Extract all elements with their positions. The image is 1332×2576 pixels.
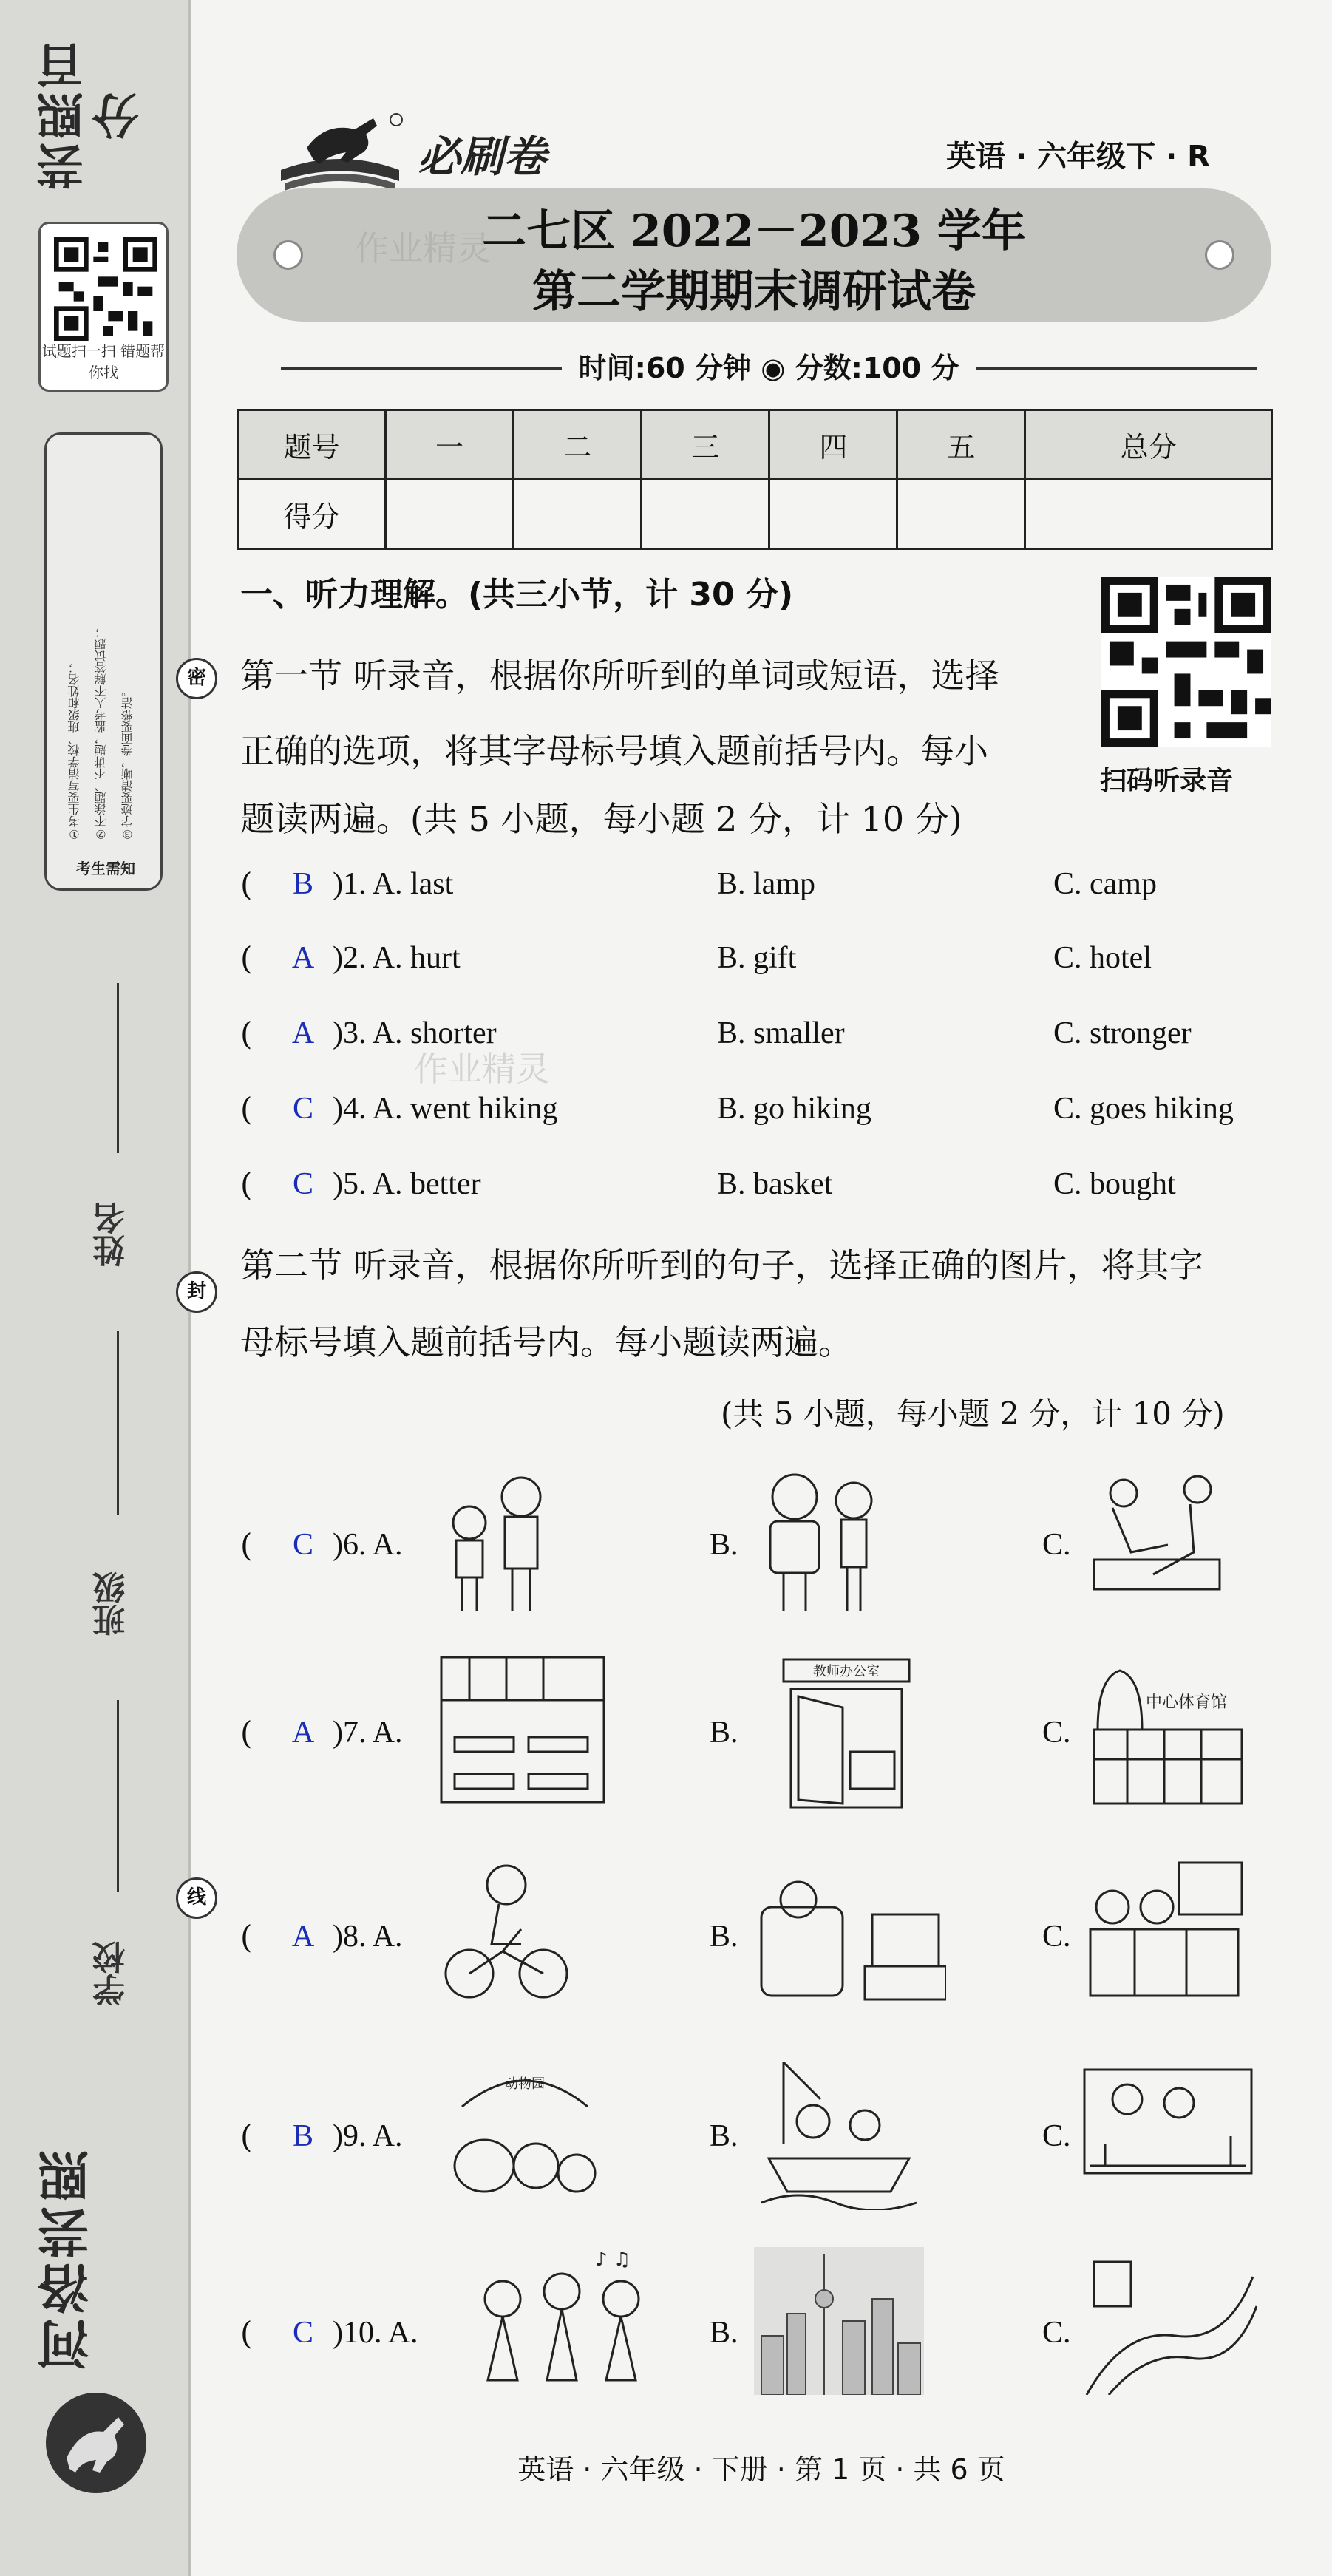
question-5 [237, 1166, 1271, 1211]
option-b: B. go hiking [717, 1092, 871, 1126]
bracket: ( [240, 1091, 253, 1127]
option-c-label: C. [1042, 1528, 1071, 1562]
option-b-label: B. [710, 1528, 738, 1562]
notice-line: ③字迹要清晰，卷面要整洁。 [120, 685, 135, 841]
option-b-label: B. [710, 2316, 738, 2350]
dining-hall-image[interactable] [440, 1656, 606, 1804]
answer-blank[interactable]: A [291, 1716, 315, 1750]
binding-strip [0, 0, 191, 2576]
time-score-text: 时间:60 分钟 ◉ 分数:100 分 [578, 352, 959, 384]
strip-qr-caption: 试题扫一扫 错题帮你找 [41, 342, 166, 381]
gym-building-image[interactable] [1083, 1656, 1246, 1811]
notice-line: ①考生要写清学校、班级和姓名； [67, 662, 81, 841]
header-cell: 二 [514, 410, 642, 480]
option-c-label: C. [1042, 2119, 1071, 2153]
zoo-sign-text: 动物园 [505, 2076, 545, 2092]
header-cell: 一 [386, 410, 514, 480]
option-c: C. camp [1053, 867, 1157, 901]
subject-tag: 英语 · 六年级下 · R [946, 140, 1210, 174]
bracket: ( [240, 2118, 253, 2155]
score-row-label: 得分 [238, 480, 386, 549]
header-cell: 三 [642, 410, 769, 480]
brand-logo-top: 芸熙百分 [37, 39, 147, 190]
school-field-label: 学校 [93, 1941, 131, 2006]
score-cell[interactable] [897, 480, 1025, 549]
score-cell[interactable] [386, 480, 514, 549]
bracket: ( [240, 1166, 253, 1203]
option-b: B. basket [717, 1167, 833, 1201]
option-b-label: B. [710, 1716, 738, 1750]
watermark-2: 作业精灵 [414, 1049, 550, 1089]
seal-mi: 密 [176, 658, 217, 699]
option-a: )4. A. went hiking [333, 1092, 558, 1126]
bracket: ( [240, 1919, 253, 1955]
question-2 [237, 940, 1271, 985]
sec1-instruction-1: 第一节 听录音，根据你所听到的单词或短语，选择 [240, 656, 999, 696]
answer-blank[interactable]: C [292, 1528, 313, 1562]
listening-qr-caption: 扫码听录音 [1100, 766, 1234, 796]
header-cell: 总分 [1025, 410, 1272, 480]
option-b: B. lamp [717, 867, 815, 901]
option-c: C. goes hiking [1053, 1092, 1234, 1126]
option-a: )3. A. shorter [333, 1016, 497, 1050]
answer-blank[interactable]: A [291, 1016, 315, 1050]
option-a-label: )6. A. [333, 1528, 403, 1562]
option-c-label: C. [1042, 1716, 1071, 1750]
score-cell[interactable] [514, 480, 642, 549]
score-table [237, 409, 1273, 550]
brand-logo-bottom: 河洛芸熙 [37, 2146, 98, 2371]
part1-heading: 一、听力理解。(共三小节，计 30 分) [240, 576, 794, 614]
option-a: )2. A. hurt [333, 941, 461, 975]
bracket: ( [240, 1715, 253, 1751]
boy-watching-tv-image[interactable] [754, 1855, 946, 2003]
seal-xian: 线 [176, 1877, 217, 1919]
children-singing-image[interactable] [458, 2247, 665, 2395]
picture-question-6 [237, 1464, 1271, 1626]
header-cell: 五 [897, 410, 1025, 480]
option-a-label: )8. A. [333, 1920, 403, 1954]
notice-lines [61, 449, 150, 841]
option-b: B. gift [717, 941, 797, 975]
sec2-instruction-1: 第二节 听录音，根据你所听到的句子，选择正确的图片，将其字 [240, 1245, 1203, 1285]
strip-qr-box [38, 222, 169, 392]
time-score-line [281, 347, 1257, 389]
score-cell[interactable] [769, 480, 897, 549]
seal-feng: 封 [176, 1271, 217, 1313]
question-4 [237, 1091, 1271, 1135]
bracket: ( [240, 866, 253, 903]
teachers-office-image[interactable] [754, 1656, 924, 1811]
option-c: C. stronger [1053, 1016, 1192, 1050]
option-b-label: B. [710, 1920, 738, 1954]
sec1-instruction-3: 题读两遍。(共 5 小题，每小题 2 分，计 10 分) [240, 799, 962, 839]
sec1-instruction-2: 正确的选项，将其字母标号填入题前括号内。每小 [240, 731, 988, 771]
sec2-score-note: (共 5 小题，每小题 2 分，计 10 分) [721, 1396, 1225, 1432]
answer-blank[interactable]: C [292, 1092, 313, 1126]
cinema-audience-image[interactable] [1083, 1855, 1246, 2003]
option-c: C. hotel [1053, 941, 1152, 975]
answer-blank[interactable]: A [291, 1920, 315, 1954]
exam-notice [44, 432, 163, 891]
score-cell[interactable] [642, 480, 769, 549]
page-footer: 英语 · 六年级 · 下册 · 第 1 页 · 共 6 页 [517, 2453, 1005, 2486]
picture-question-8 [237, 1855, 1271, 2018]
name-field-label: 姓名 [93, 1202, 131, 1267]
option-b: B. smaller [717, 1016, 845, 1050]
bracket: ( [240, 940, 253, 976]
class-line [117, 1331, 119, 1515]
zoo-animals-image[interactable] [440, 2055, 610, 2210]
exam-title-line1: 二七区 2022－2023 学年 [482, 205, 1026, 257]
answer-blank[interactable]: B [292, 867, 313, 901]
option-a: )1. A. last [333, 867, 454, 901]
series-title: 必刷卷 [418, 132, 547, 182]
header-cell: 四 [769, 410, 897, 480]
picture-question-10 [237, 2247, 1271, 2410]
answer-blank[interactable]: B [292, 2119, 313, 2153]
header-cell: 题号 [238, 410, 386, 480]
watermark: 作业精灵 [355, 228, 491, 268]
option-c-label: C. [1042, 1920, 1071, 1954]
rule-right [976, 367, 1257, 370]
score-cell[interactable] [1025, 480, 1272, 549]
office-sign-text: 教师办公室 [813, 1664, 880, 1679]
park-people-image[interactable] [1083, 2055, 1253, 2181]
rule-left [281, 367, 562, 370]
bracket: ( [240, 2315, 253, 2351]
exam-title-line2: 第二学期期末调研试卷 [532, 266, 976, 318]
notice-title: 考生需知 [76, 860, 135, 877]
gym-sign-text: 中心体育馆 [1145, 1693, 1228, 1712]
bracket: ( [240, 1527, 253, 1563]
score-value-row [238, 480, 1272, 549]
score-header-row [238, 410, 1272, 480]
boy-riding-bike-image[interactable] [440, 1855, 573, 2011]
option-c: C. bought [1053, 1167, 1176, 1201]
great-wall-image[interactable] [1079, 2247, 1257, 2395]
question-3 [237, 1016, 1271, 1060]
question-1 [237, 866, 1271, 911]
class-field-label: 班级 [93, 1571, 131, 1637]
school-line [117, 1700, 119, 1892]
name-line [117, 983, 119, 1153]
svg-text:♪ ♫: ♪ ♫ [595, 2249, 631, 2271]
option-a: )5. A. better [333, 1167, 481, 1201]
option-b-label: B. [710, 2119, 738, 2153]
fat-and-thin-boys-image[interactable] [754, 1464, 887, 1619]
option-c-label: C. [1042, 2316, 1071, 2350]
qr-code-icon [54, 237, 157, 341]
option-a-label: )10. A. [333, 2316, 418, 2350]
bracket: ( [240, 1016, 253, 1052]
listening-qr-icon[interactable] [1101, 577, 1271, 747]
sec2-instruction-2: 母标号填入题前括号内。每小题读两遍。 [240, 1322, 852, 1362]
answer-blank[interactable]: C [292, 2316, 313, 2350]
option-a-label: )7. A. [333, 1716, 403, 1750]
answer-blank[interactable]: A [291, 941, 315, 975]
two-boys-image[interactable] [440, 1464, 558, 1619]
answer-blank[interactable]: C [292, 1167, 313, 1201]
notice-line: ②不涂题、不讲题，监考人不解答试题； [94, 626, 108, 841]
picture-question-7 [237, 1656, 1271, 1818]
people-resting-image[interactable] [1079, 1464, 1234, 1611]
horse-book-logo-icon [266, 103, 414, 200]
city-skyline-image[interactable] [754, 2247, 924, 2395]
picture-question-9 [237, 2055, 1271, 2218]
option-a-label: )9. A. [333, 2119, 403, 2153]
people-fishing-boat-image[interactable] [754, 2055, 924, 2210]
